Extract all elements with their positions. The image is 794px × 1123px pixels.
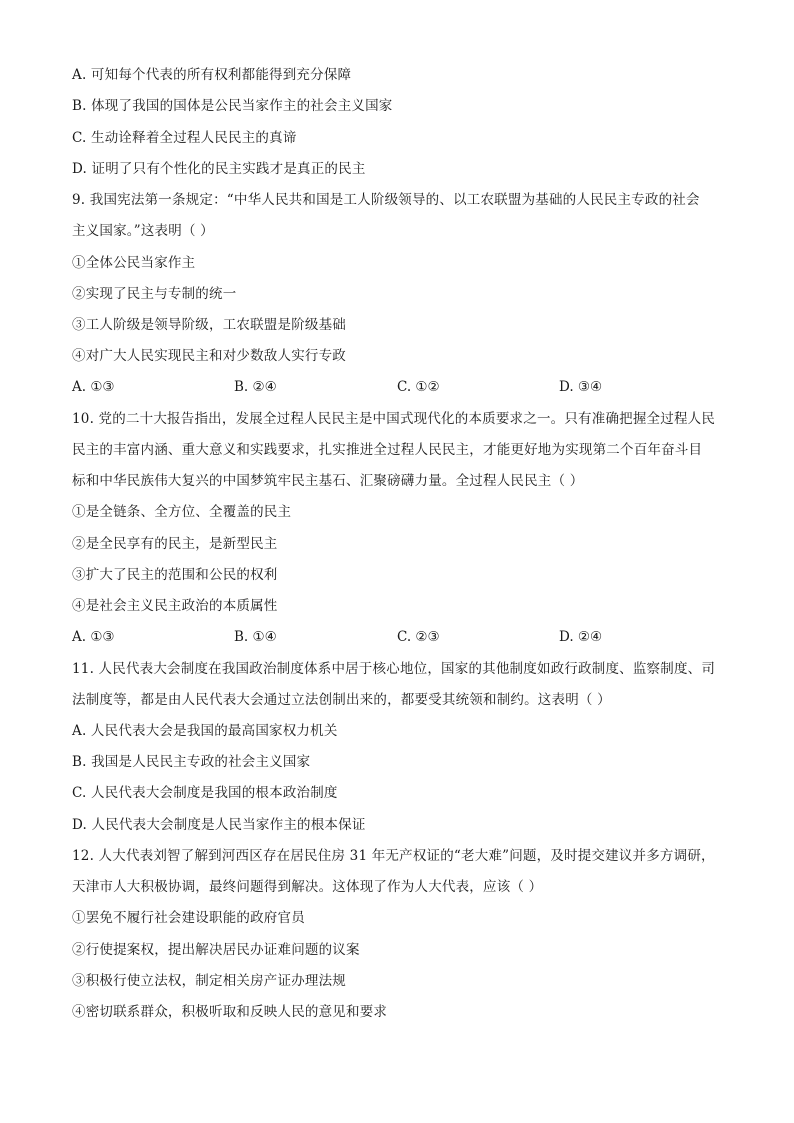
q11-stem-line1: 11. 人民代表大会制度在我国政治制度体系中居于核心地位，国家的其他制度如政行政制度、监察制度、司 <box>72 661 716 677</box>
q11-option-c: C. 人民代表大会制度是我国的根本政治制度 <box>72 785 338 801</box>
q11-option-b: B. 我国是人民民主专政的社会主义国家 <box>72 754 311 770</box>
q10-option-a: A. ①③ <box>72 629 115 645</box>
q9-option-b: B. ②④ <box>234 379 277 395</box>
q12-statement-3: ③积极行使立法权，制定相关房产证办理法规 <box>72 973 346 989</box>
q11-option-a: A. 人民代表大会是我国的最高国家权力机关 <box>72 723 338 739</box>
q10-statement-3: ③扩大了民主的范围和公民的权利 <box>72 567 278 583</box>
q12-statement-1: ①罢免不履行社会建设职能的政府官员 <box>72 910 305 926</box>
q9-stem-line1: 9. 我国宪法第一条规定：“中华人民共和国是工人阶级领导的、以工农联盟为基础的人民民主专政的社会 <box>72 192 700 208</box>
q9-option-d: D. ③④ <box>559 379 603 395</box>
q12-statement-2: ②行使提案权，提出解决居民办证难问题的议案 <box>72 942 360 958</box>
q10-statement-4: ④是社会主义民主政治的本质属性 <box>72 598 278 614</box>
q8-option-d: D. 证明了只有个性化的民主实践才是真正的民主 <box>72 161 366 177</box>
q9-statement-4: ④对广大人民实现民主和对少数敌人实行专政 <box>72 348 346 364</box>
q9-statement-1: ①全体公民当家作主 <box>72 255 196 271</box>
q8-option-a: A. 可知每个代表的所有权利都能得到充分保障 <box>72 67 352 83</box>
q9-statement-3: ③工人阶级是领导阶级，工农联盟是阶级基础 <box>72 317 346 333</box>
q8-option-b: B. 体现了我国的国体是公民当家作主的社会主义国家 <box>72 98 393 114</box>
q9-statement-2: ②实现了民主与专制的统一 <box>72 286 237 302</box>
q8-option-c: C. 生动诠释着全过程人民民主的真谛 <box>72 130 297 146</box>
q10-option-d: D. ②④ <box>559 629 603 645</box>
q10-option-b: B. ①④ <box>234 629 277 645</box>
q12-statement-4: ④密切联系群众，积极听取和反映人民的意见和要求 <box>72 1004 388 1020</box>
q10-statement-1: ①是全链条、全方位、全覆盖的民主 <box>72 504 292 520</box>
q9-stem-line2: 主义国家。”这表明（ ） <box>72 223 214 239</box>
q12-stem-line2: 天津市人大积极协调，最终问题得到解决。这体现了作为人大代表，应该（ ） <box>72 879 543 895</box>
q11-option-d: D. 人民代表大会制度是人民当家作主的根本保证 <box>72 817 366 833</box>
q10-stem-line3: 标和中华民族伟大复兴的中国梦筑牢民主基石、汇聚磅礴力量。全过程人民民主（ ） <box>72 473 584 489</box>
q10-options-row <box>72 627 732 647</box>
q10-stem-line1: 10. 党的二十大报告指出，发展全过程人民民主是中国式现代化的本质要求之一。只有准确把握全过程人民 <box>72 411 716 427</box>
q9-option-c: C. ①② <box>397 379 440 395</box>
q9-options-row <box>72 377 732 397</box>
q10-stem-line2: 民主的丰富内涵、重大意义和实践要求，扎实推进全过程人民民主，才能更好地为实现第二个百年奋斗目 <box>72 442 703 458</box>
q11-stem-line2: 法制度等，都是由人民代表大会通过立法创制出来的，都要受其统领和制约。这表明（ ） <box>72 692 611 708</box>
q9-option-a: A. ①③ <box>72 379 115 395</box>
q12-stem-line1: 12. 人大代表刘智了解到河西区存在居民住房 31 年无产权证的“老大难”问题，及时提交建议并多方调研， <box>72 848 715 864</box>
q10-statement-2: ②是全民享有的民主，是新型民主 <box>72 536 278 552</box>
q10-option-c: C. ②③ <box>397 629 440 645</box>
